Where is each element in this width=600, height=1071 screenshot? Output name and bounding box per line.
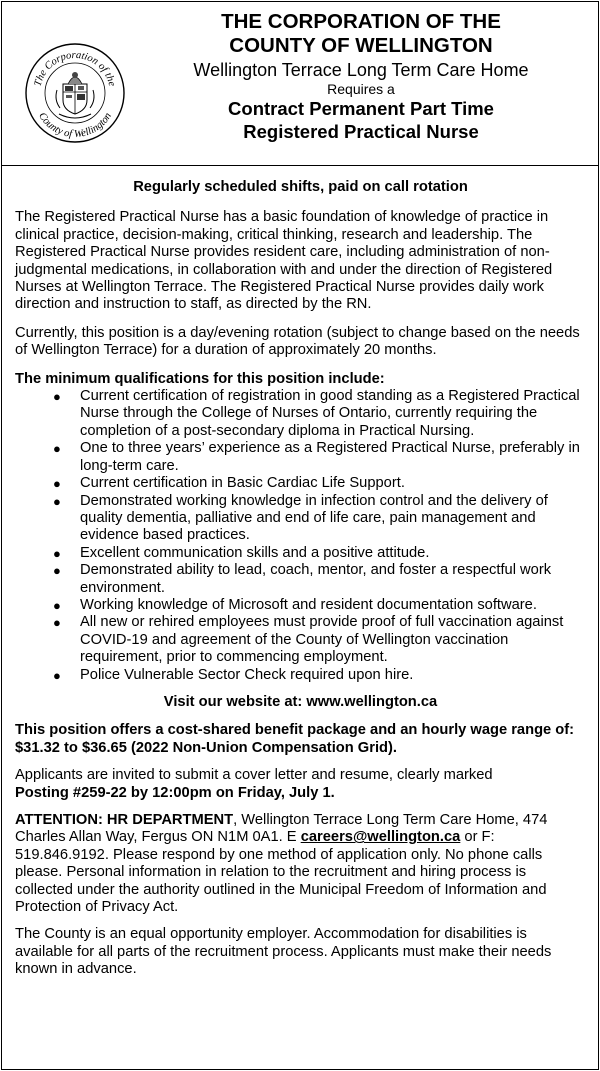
bullet-icon: ● <box>53 563 61 579</box>
website-line: Visit our website at: www.wellington.ca <box>163 693 438 710</box>
email-link[interactable]: careers@wellington.ca <box>300 829 461 846</box>
bullet-icon: ● <box>53 476 61 492</box>
qualification-item <box>15 597 586 614</box>
intro-paragraph: The Registered Practical Nurse has a basic foundation of knowledge of practice in clinical practice, decision-making, critical thinking, research and leadership. The Registered Practical Nurse provides resident care, including administration of non-judgmental medications, in collaboration with and under the direction of Registered Nurses at Wellington Terrace. The Registered Practical Nurse provides daily work direction and instruction to staff, as directed by the RN. <box>15 209 553 313</box>
qualification-text: All new or rehired employees must provide proof of full vaccination against COVID-19 and agreement of the County of Wellington vaccination requirement, prior to commencing employment. <box>80 614 564 666</box>
qualification-item <box>15 440 586 475</box>
qualification-item <box>15 545 586 562</box>
attention-paragraph <box>15 812 586 916</box>
ad-header <box>2 2 598 166</box>
apply-text: Applicants are invited to submit a cover letter and resume, clearly marked <box>15 767 493 784</box>
requires-label: Requires a <box>327 81 395 97</box>
svg-text:County of Wellington: County of Wellington <box>36 110 114 141</box>
qualification-item <box>15 562 586 597</box>
qualification-item <box>15 475 586 492</box>
header-text-block <box>124 10 598 143</box>
qualifications-list <box>15 388 586 684</box>
qualification-item <box>15 388 586 440</box>
qualification-item <box>15 667 586 684</box>
attention-details: or F: 519.846.9192. Please respond by one method of application only. No phone calls please. Personal information in relation to the recruitment and hiring process is collected under the authority outlined in the Municipal Freedom of Information and Protection of Privacy Act. <box>15 829 547 916</box>
bullet-icon: ● <box>53 597 61 613</box>
bullet-icon: ● <box>53 389 61 405</box>
qualification-text: Working knowledge of Microsoft and resident documentation software. <box>80 596 537 613</box>
qualification-item <box>15 614 586 666</box>
org-name-line1: THE CORPORATION OF THE <box>221 10 501 33</box>
qualification-text: Current certification of registration in good standing as a Registered Practical Nurse through the College of Nurses of Ontario, currently requiring the completion of a post-secondary diploma in Practical Nursing. <box>80 388 580 439</box>
facility-name: Wellington Terrace Long Term Care Home <box>193 60 529 80</box>
ad-body <box>2 166 598 979</box>
qualification-text: Demonstrated working knowledge in infection control and the delivery of quality dementia, palliative and end of life care, pain management and evidence based practices. <box>80 492 548 544</box>
qualification-text: Police Vulnerable Sector Check required upon hire. <box>80 666 414 683</box>
posting-deadline: Posting #259-22 by 12:00pm on Friday, July 1. <box>15 784 335 801</box>
qualifications-heading: The minimum qualifications for this position include: <box>15 370 385 387</box>
attention-label: ATTENTION: HR DEPARTMENT <box>15 812 234 828</box>
org-name-line2: COUNTY OF WELLINGTON <box>229 34 493 57</box>
qualification-text: Current certification in Basic Cardiac Life Support. <box>80 475 405 492</box>
bullet-icon: ● <box>53 441 61 457</box>
bullet-icon: ● <box>53 545 61 561</box>
county-seal-logo <box>24 42 126 144</box>
bullet-icon: ● <box>53 667 61 683</box>
job-advertisement <box>1 1 599 1070</box>
qualification-text: One to three years’ experience as a Registered Practical Nurse, preferably in long-term care. <box>80 440 580 474</box>
attention-address: , Wellington Terrace Long Term Care Home, 474 Charles Allan Way, Fergus ON N1M 0A1. E <box>15 812 548 846</box>
rotation-paragraph: Currently, this position is a day/evening rotation (subject to change based on the needs of Wellington Terrace) for a duration of approximately 20 months. <box>15 324 580 359</box>
job-title-line2: Registered Practical Nurse <box>243 120 479 142</box>
bullet-icon: ● <box>53 493 61 509</box>
schedule-subheading: Regularly scheduled shifts, paid on call rotation <box>133 179 468 195</box>
apply-paragraph <box>15 767 586 802</box>
bullet-icon: ● <box>53 615 61 631</box>
qualification-text: Demonstrated ability to lead, coach, mentor, and foster a respectful work environment. <box>80 562 552 596</box>
svg-text:The Corporation of the: The Corporation of the <box>32 49 118 88</box>
job-title-line1: Contract Permanent Part Time <box>228 98 494 119</box>
equal-opportunity-paragraph: The County is an equal opportunity employer. Accommodation for disabilities is available for all parts of the recruitment process. Applicants must make their needs known in advance. <box>15 926 552 978</box>
benefits-paragraph: This position offers a cost-shared benefit package and an hourly wage range of: $31.32 to $36.65 (2022 Non-Union Compensation Grid). <box>15 722 575 756</box>
qualification-text: Excellent communication skills and a positive attitude. <box>80 544 430 561</box>
qualification-item <box>15 493 586 545</box>
